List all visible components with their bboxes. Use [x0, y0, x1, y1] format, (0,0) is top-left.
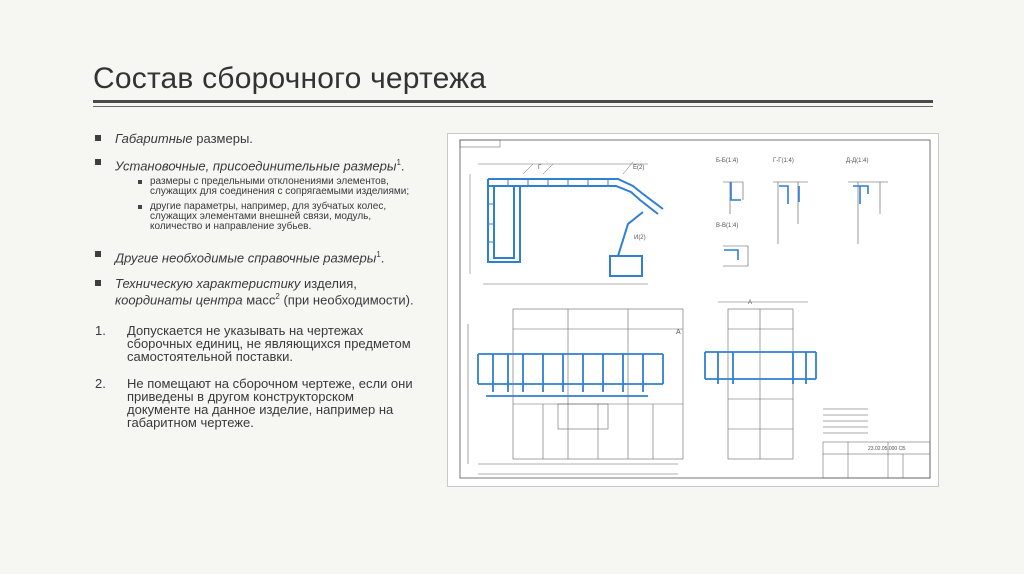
bullet-italic: координаты центра [115, 291, 243, 307]
numbered-item [95, 377, 420, 429]
svg-text:Г-Г(1:4): Г-Г(1:4) [773, 158, 794, 164]
bullet-italic: Габаритные [115, 131, 193, 146]
footnote-sup: 2 [275, 291, 280, 301]
bullet-text: . [380, 250, 385, 266]
item-number: 2. [95, 375, 106, 391]
bullet-marker [95, 159, 101, 165]
svg-text:В-В(1:4): В-В(1:4) [716, 223, 739, 229]
svg-text:А: А [748, 300, 753, 306]
bullet-item [95, 248, 420, 264]
svg-text:Е(2): Е(2) [633, 165, 645, 171]
bullet-item [95, 277, 420, 306]
svg-text:И(2): И(2) [634, 235, 646, 241]
bullet-text: масс [242, 291, 276, 307]
section-views [716, 158, 888, 266]
subbullet-text: другие параметры, например, для зубчатых колес, служащих элементами внешней связи, модуль, количество и направление зубьев. [150, 201, 387, 233]
plan-view [488, 179, 663, 276]
bullet-text: изделия, [300, 275, 357, 291]
drawing-svg [448, 134, 938, 486]
bullet-italic: Другие необходимые справочные размеры [115, 250, 377, 266]
item-number: 1. [95, 322, 106, 338]
subbullet-item [95, 177, 420, 197]
bullet-marker [95, 135, 101, 141]
bullet-marker [95, 280, 101, 286]
bullet-text: размеры. [192, 131, 253, 146]
title-rule-thin [93, 106, 933, 107]
side-view [718, 302, 808, 459]
svg-text:Б-Б(1:4): Б-Б(1:4) [716, 158, 739, 164]
text-content [95, 132, 420, 443]
bullet-italic: Техническую характеристику [115, 275, 301, 291]
subbullet-item [95, 202, 420, 232]
bullet-text: . [400, 158, 405, 174]
bullet-italic: Установочные, присоединительные размеры [115, 158, 397, 174]
front-view [468, 309, 683, 474]
numbered-item [95, 324, 420, 363]
svg-text:Д-Д(1:4): Д-Д(1:4) [846, 158, 869, 164]
bullet-text: (при необходимости). [279, 291, 414, 307]
item-text: Не помещают на сборочном чертеже, если они приведены в другом конструкторском документе на данное изделие, например на габаритном чертеже. [127, 375, 413, 430]
title-rule-thick [93, 100, 933, 103]
title-block [823, 409, 930, 478]
bullet-item [95, 156, 420, 172]
subbullet-text: размеры с предельными отклонениями элементов, служащих для соединения с сопрягаемыми изделиями; [150, 176, 410, 198]
slide-title: Состав сборочного чертежа [93, 62, 487, 95]
item-text: Допускается не указывать на чертежах сборочных единиц, не являющихся предметом самостоятельной поставки. [127, 322, 411, 364]
subbullet-marker [138, 180, 142, 184]
footnote-sup: 1 [396, 158, 401, 167]
footnote-sup: 1 [376, 250, 381, 260]
bullet-marker [95, 251, 101, 257]
svg-text:Г: Г [538, 165, 542, 171]
bullet-item [95, 132, 420, 145]
assembly-drawing [447, 133, 939, 487]
stamp-code: 23.02.05.000 СБ [868, 446, 906, 452]
subbullet-marker [138, 205, 142, 209]
svg-text:А: А [676, 329, 681, 336]
